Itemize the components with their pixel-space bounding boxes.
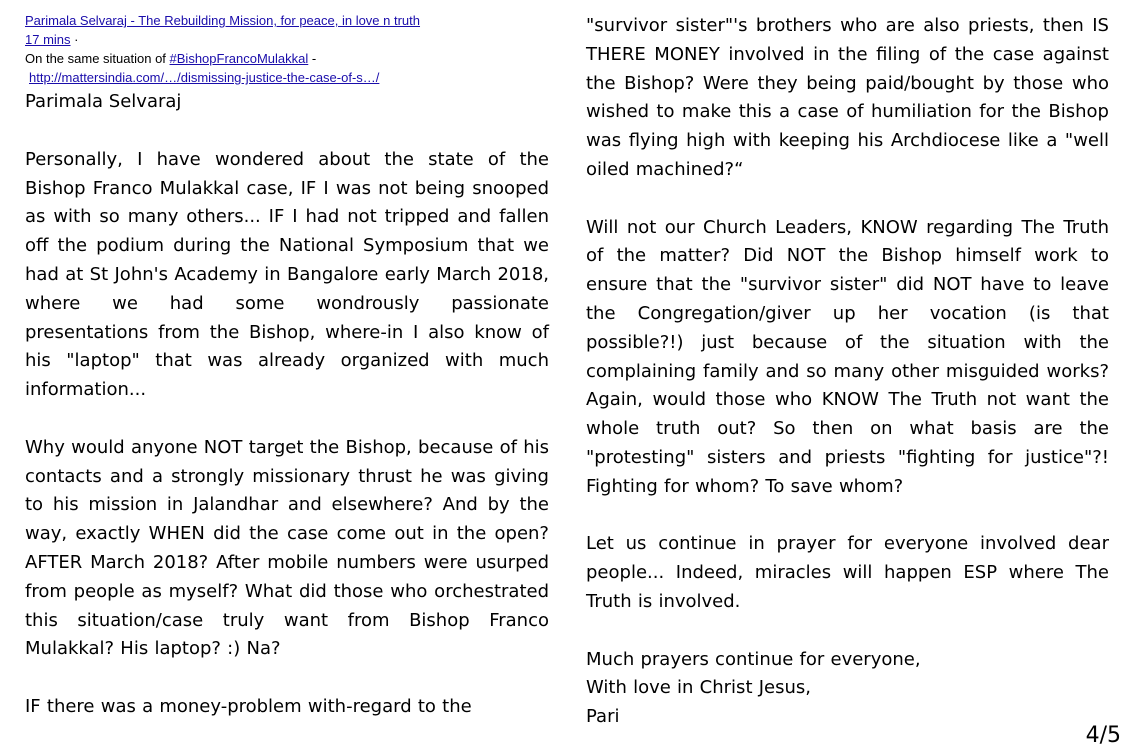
paragraph-gap (25, 117, 549, 146)
page-number: 4/5 (1085, 723, 1121, 748)
paragraph-gap (25, 405, 549, 434)
author-name: Parimala Selvaraj (25, 91, 182, 112)
left-paragraph-2: Why would anyone NOT target the Bishop, because of his contacts and a strongly missionary thrust he was giving to his mission in Jalandhar and elsewhere? And by the way, exactly WHEN did the case come out in the open? AFTER March 2018? After mobile numbers were usurped from people as myself? What did those who orchestrated this situation/case truly want from Bishop Franco Mulakkal? His laptop? :) Na? (25, 436, 549, 660)
paragraph-gap (586, 502, 1109, 531)
timestamp-separator: · (70, 32, 79, 47)
author-link[interactable]: Parimala Selvaraj - The Rebuilding Mission, for peace, in love n truth (25, 13, 421, 28)
context-prefix: On the same situation of (25, 51, 170, 66)
right-paragraph-2: Will not our Church Leaders, KNOW regarding The Truth of the matter? Did NOT the Bishop himself work to ensure that the "survivor sister" did NOT have to leave the Congregation/giver up her vocation (is that possible?!) just because of the situation with the complaining family and so many other misguided works? Again, would those who KNOW The Truth not want the whole truth out? So then on what basis are the "protesting" sisters and priests "fighting for justice"?! Fighting for whom? To save whom? (586, 216, 1109, 497)
signature: Pari (586, 706, 620, 728)
hashtag-link[interactable]: #BishopFrancoMulakkal (169, 51, 309, 66)
left-paragraph-1: Personally, I have wondered about the state of the Bishop Franco Mulakkal case, IF I was not being snooped as with so many others... IF I had not tripped and fallen off the podium during the National Symposium that we had at St John's Academy in Bangalore early March 2018, where we had some wondrously passionate presentations from the Bishop, where-in I also know of his "laptop" that was already organized with much information... (25, 148, 549, 401)
article-url-link[interactable]: http://mattersindia.com/…/dismissing-justice-the-case-of-s…/ (29, 70, 380, 85)
right-paragraph-1: "survivor sister"'s brothers who are also priests, then IS THERE MONEY involved in the filing of the case against the Bishop? Were they being paid/bought by those who wished to make this a case of humiliation for the Bishop was flying high with keeping his Archdiocese like a "well oiled machined?“ (586, 15, 1109, 180)
closing-line-1: Much prayers continue for everyone, (586, 648, 921, 670)
timestamp-link[interactable]: 17 mins (25, 32, 71, 47)
post-meta (25, 30, 549, 49)
post-header (25, 11, 549, 30)
paragraph-gap (586, 617, 1109, 646)
paragraph-gap (25, 664, 549, 693)
left-column (25, 0, 549, 722)
context-suffix: - (308, 51, 317, 66)
paragraph-gap (586, 185, 1109, 214)
closing-line-2: With love in Christ Jesus, (586, 677, 811, 699)
right-column (586, 12, 1109, 732)
post-url-row (25, 68, 549, 87)
post-context (25, 49, 549, 68)
right-paragraph-3: Let us continue in prayer for everyone involved dear people... Indeed, miracles will happen ESP where The Truth is involved. (586, 533, 1109, 612)
left-paragraph-3: IF there was a money-problem with-regard to the (25, 695, 472, 717)
